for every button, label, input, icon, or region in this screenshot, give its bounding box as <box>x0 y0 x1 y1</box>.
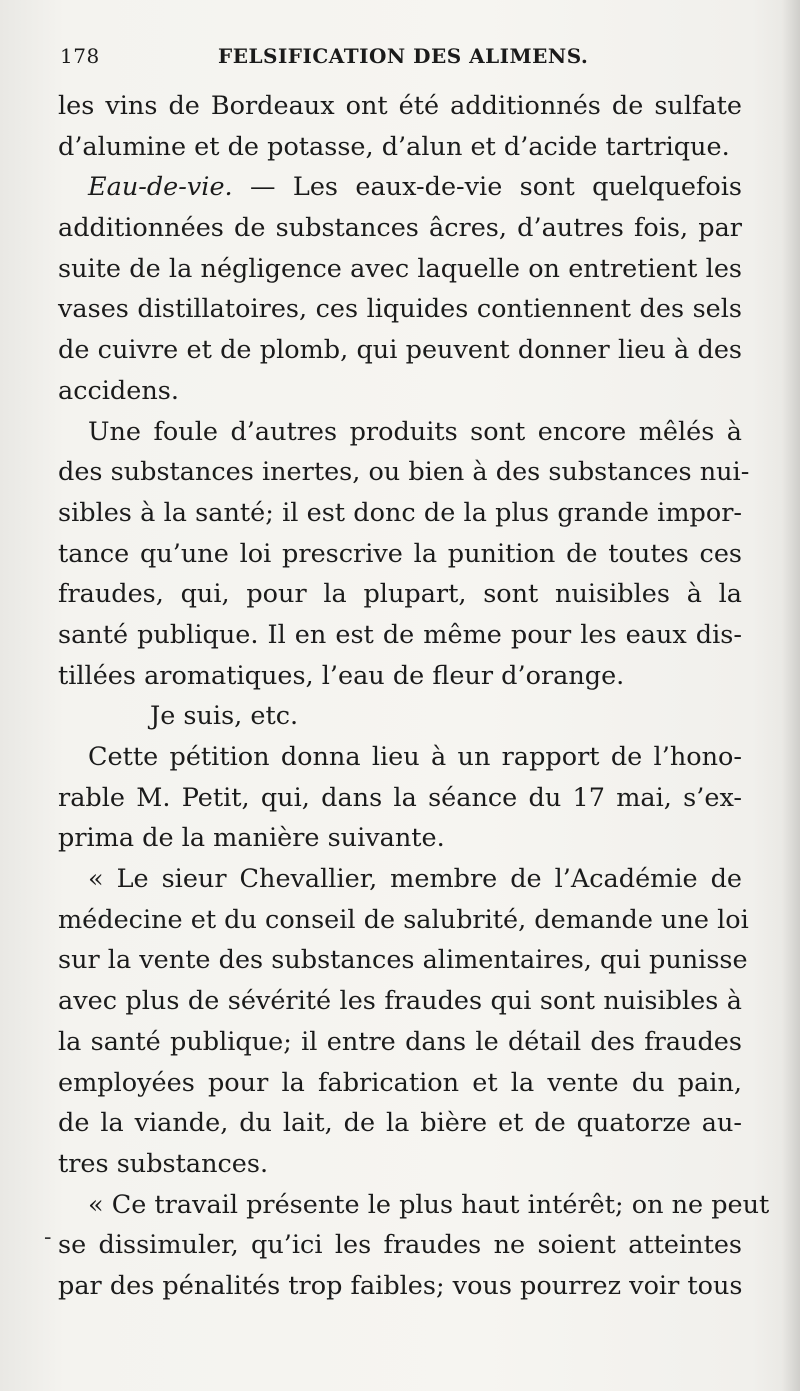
line-text: « Ce travail présente le plus haut intérêt; on ne peut <box>88 1189 770 1220</box>
line-text: Une foule d’autres produits sont encore mêlés à <box>88 416 742 447</box>
text-line <box>58 696 742 737</box>
text-line <box>58 981 742 1022</box>
text-line <box>58 859 742 900</box>
line-text: employées pour la fabrication et la vente du pain, <box>58 1067 742 1098</box>
text-line <box>58 778 742 819</box>
body-text <box>58 86 770 1307</box>
text-line <box>58 737 742 778</box>
text-line <box>58 574 742 615</box>
line-text: sibles à la santé; il est donc de la plus grande impor- <box>58 497 742 528</box>
line-text: « Le sieur Chevallier, membre de l’Académie de <box>88 864 742 895</box>
line-text: tillées aromatiques, l’eau de fleur d’orange. <box>58 660 625 691</box>
text-line <box>58 1185 770 1226</box>
text-line <box>58 452 750 493</box>
text-line <box>58 249 742 290</box>
line-text: d’alumine et de potasse, d’alun et d’acide tartrique. <box>58 131 730 162</box>
text-line <box>58 289 742 330</box>
text-line <box>58 493 742 534</box>
line-text: Je suis, etc. <box>150 701 299 732</box>
line-text: rable M. Petit, qui, dans la séance du 17 mai, s’ex- <box>58 782 742 813</box>
text-line <box>58 330 742 371</box>
line-text: accidens. <box>58 375 179 406</box>
line-text: Cette pétition donna lieu à un rapport de l’hono- <box>88 742 742 772</box>
margin-mark: - <box>44 1225 52 1250</box>
text-line <box>58 534 742 575</box>
line-text: suite de la négligence avec laquelle on entretient les <box>58 253 742 284</box>
text-line <box>58 1144 742 1185</box>
text-line <box>58 167 742 208</box>
line-text: la santé publique; il entre dans le détail des fraudes <box>58 1026 742 1057</box>
text-line <box>58 208 742 249</box>
line-text: fraudes, qui, pour la plupart, sont nuisibles à la <box>58 579 742 610</box>
page-header <box>58 44 748 74</box>
page-edge-shadow <box>782 0 800 1391</box>
text-line <box>58 940 748 981</box>
text-line <box>58 656 742 697</box>
text-line <box>58 1266 742 1307</box>
line-text: par des pénalités trop faibles; vous pourrez voir tous <box>58 1270 743 1301</box>
text-line <box>58 1103 742 1144</box>
text-line <box>58 127 742 168</box>
text-line <box>58 371 742 412</box>
line-text: médecine et du conseil de salubrité, demande une loi <box>58 904 749 935</box>
text-line <box>58 1225 742 1266</box>
line-text: tance qu’une loi prescrive la punition de toutes ces <box>58 538 742 569</box>
page-number: 178 <box>60 44 100 68</box>
line-text: tres substances. <box>58 1148 269 1179</box>
text-line <box>58 818 742 859</box>
line-text: des substances inertes, ou bien à des substances nui- <box>58 457 750 488</box>
text-line <box>58 412 742 453</box>
text-line <box>58 615 742 656</box>
text-line <box>58 1022 742 1063</box>
text-line <box>58 86 742 127</box>
line-text: se dissimuler, qu’ici les fraudes ne soient atteintes <box>58 1230 742 1261</box>
line-text: les vins de Bordeaux ont été additionnés de sulfate <box>58 91 742 121</box>
line-text: avec plus de sévérité les fraudes qui sont nuisibles à <box>58 986 742 1017</box>
line-text: prima de la manière suivante. <box>58 823 445 854</box>
line-text: — Les eaux-de-vie sont quelquefois <box>232 172 742 203</box>
line-text: de la viande, du lait, de la bière et de quatorze au- <box>58 1108 742 1139</box>
line-text: de cuivre et de plomb, qui peuvent donner lieu à des <box>58 335 742 366</box>
text-line <box>58 1063 742 1104</box>
italic-heading: Eau-de-vie. <box>88 172 233 203</box>
text-line <box>58 900 749 941</box>
line-text: additionnées de substances âcres, d’autres fois, par <box>58 213 742 244</box>
running-title: FELSIFICATION DES ALIMENS. <box>218 44 589 68</box>
line-text: sur la vente des substances alimentaires, qui punisse <box>58 945 748 976</box>
line-text: santé publique. Il en est de même pour les eaux dis- <box>58 619 742 650</box>
line-text: vases distillatoires, ces liquides contiennent des sels <box>58 294 742 325</box>
